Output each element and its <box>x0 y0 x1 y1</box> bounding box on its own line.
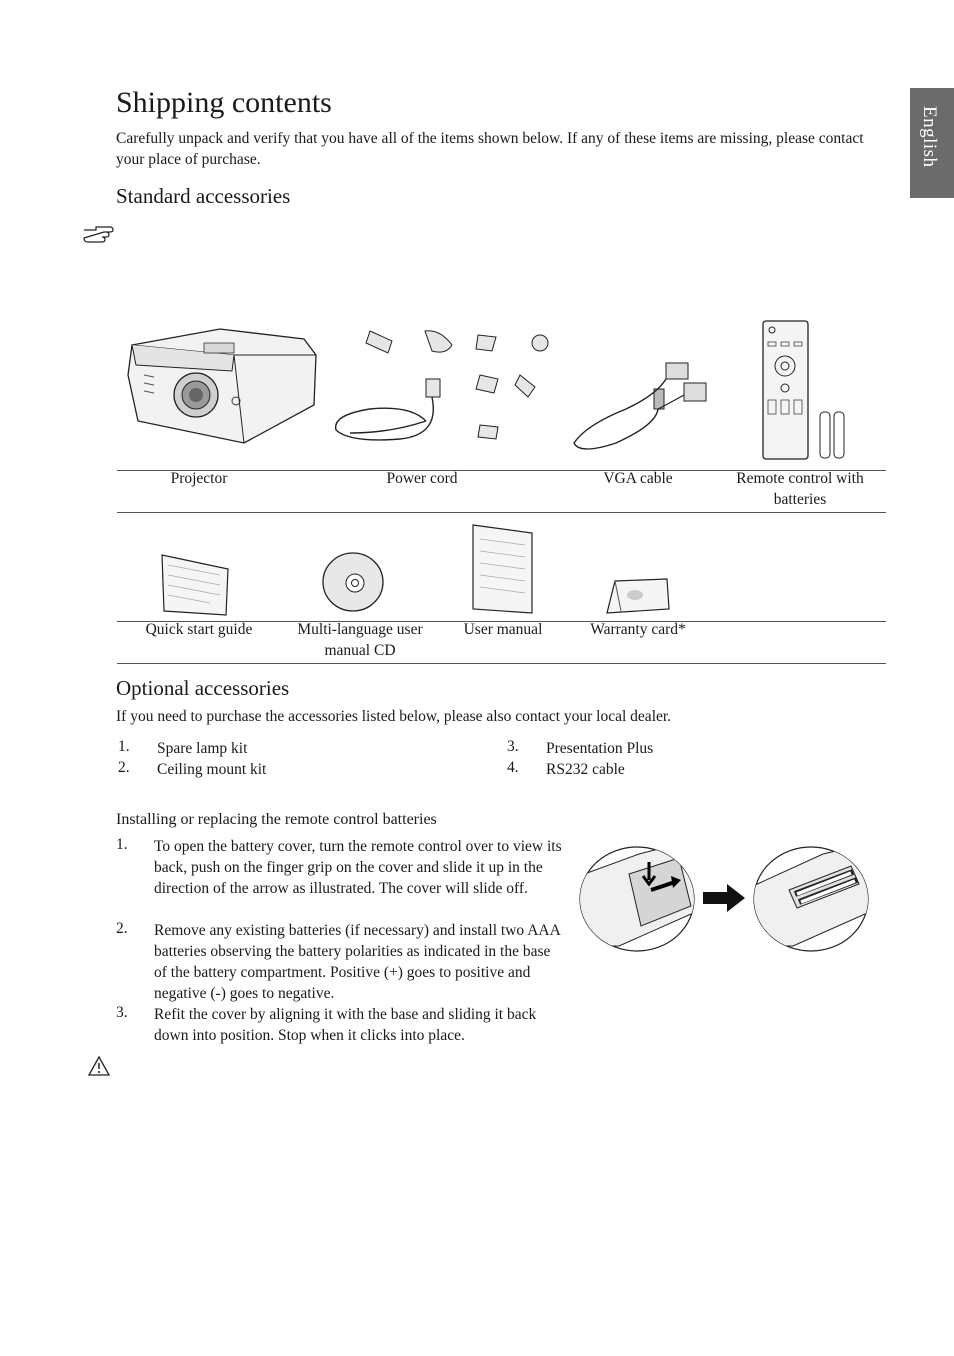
caption-power-cord: Power cord <box>386 470 458 487</box>
step-number: 3. <box>116 1004 128 1021</box>
user-manual-image <box>470 523 536 615</box>
list-item-number: 3. <box>507 738 519 755</box>
batteries-heading: Installing or replacing the remote control batteries <box>116 811 437 828</box>
battery-install-image <box>753 846 869 952</box>
power-cord-image <box>330 325 560 450</box>
battery-cover-image <box>579 846 695 952</box>
table-rule <box>117 663 886 664</box>
language-tab-label: English <box>919 106 940 168</box>
optional-intro: If you need to purchase the accessories listed below, please also contact your local dealer. <box>116 708 672 725</box>
caption-vga-cable: VGA cable <box>603 470 673 487</box>
user-manual-cd-image <box>321 550 385 614</box>
caption-user-manual: User manual <box>463 621 543 638</box>
step-number: 1. <box>116 836 128 853</box>
language-tab <box>910 88 954 198</box>
warranty-card-image <box>605 577 671 615</box>
list-item-number: 4. <box>507 759 519 776</box>
caption-projector: Projector <box>170 470 228 487</box>
step-number: 2. <box>116 920 128 937</box>
quick-start-guide-image <box>160 553 232 618</box>
list-item: Ceiling mount kit <box>157 761 267 778</box>
hand-pointer-icon <box>82 224 114 244</box>
caption-warranty-card: Warranty card* <box>590 621 686 638</box>
list-item: RS232 cable <box>546 761 625 778</box>
list-item: Presentation Plus <box>546 740 654 757</box>
standard-accessories-heading: Standard accessories <box>116 184 291 208</box>
page-title: Shipping contents <box>116 86 332 119</box>
step-text: To open the battery cover, turn the remote control over to view its back, push on the finger grip on the cover and slide it up in the direction of the arrow as illustrated. The cover will slide off. <box>154 838 562 897</box>
optional-accessories-heading: Optional accessories <box>116 676 290 700</box>
list-item-number: 1. <box>118 738 130 755</box>
caption-quick-start-guide: Quick start guide <box>145 621 253 638</box>
projector-image <box>124 325 319 447</box>
caption-remote-control: Remote control with batteries <box>736 470 864 508</box>
list-item-number: 2. <box>118 759 130 776</box>
step-text: Remove any existing batteries (if necessary) and install two AAA batteries observing the battery polarities as indicated in the base of the battery compartment. Positive (+) goes to positive and negative (-) goes to negative. <box>154 922 560 1002</box>
step-text: Refit the cover by aligning it with the base and sliding it back down into position. Stop when it clicks into place. <box>154 1006 537 1044</box>
list-item: Spare lamp kit <box>157 740 248 757</box>
arrow-right-icon <box>703 884 745 912</box>
vga-cable-image <box>566 355 716 455</box>
intro-paragraph: Carefully unpack and verify that you have all of the items shown below. If any of these items are missing, please contact your place of purchase. <box>116 130 864 168</box>
table-rule <box>117 512 886 513</box>
caption-user-manual-cd: Multi-language user manual CD <box>297 621 423 659</box>
remote-control-image <box>762 320 852 460</box>
warning-icon <box>88 1056 110 1076</box>
